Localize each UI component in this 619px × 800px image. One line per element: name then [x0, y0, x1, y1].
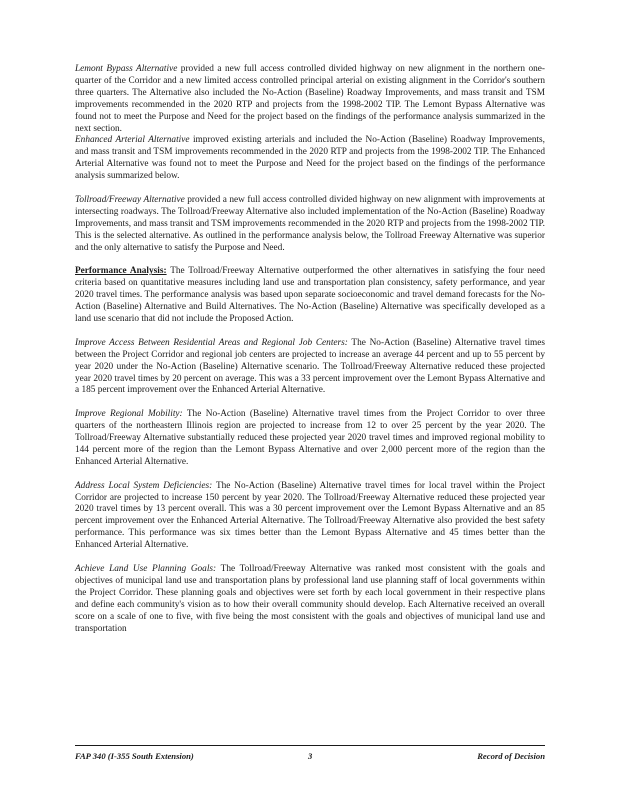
paragraph-text: provided a new full access controlled divided highway on new alignment with improvements at intersecting roadways. The Tollroad/Freeway Alternative also included implementation of the No-Action (Baseline) Roadway Improvements, and mass transit and TSM improvements recommended in the 2020 RTP and projects from the 1998-2002 TIP. This is the selected alternative. As outlined in the performance analysis below, the Tollroad Freeway Alternative was superior and the only alternative to satisfy the Purpose and Need.	[75, 194, 545, 253]
page-footer	[75, 751, 545, 763]
paragraph-lead: Lemont Bypass Alternative	[75, 64, 178, 74]
section-heading: Performance Analysis:	[75, 266, 167, 277]
paragraph-lead: Address Local System Deficiencies:	[75, 480, 213, 491]
footer-project-id: FAP 340 (I-355 South Extension)	[75, 751, 194, 761]
page-number: 3	[308, 751, 313, 761]
paragraph-local-deficiencies	[75, 481, 545, 552]
paragraph-text: The No-Action (Baseline) Alternative travel times between the Project Corridor and regional job centers are projected to increase an average 44 percent and up to 55 percent by year 2020 under the No-Action (Baseline) Alternative scenario. The Tollroad/Freeway Alternative reduced these projected year 2020 travel times by 20 percent on average. This was a 33 percent improvement over the Lemont Bypass Alternative and a 185 percent improvement over the Enhanced Arterial Alternative.	[75, 337, 546, 396]
paragraph-text: provided a new full access controlled divided highway on new alignment in the northern one-quarter of the Corridor and a new limited access controlled principal arterial on existing alignment in the Corridor's southern three quarters. The Alternative also included the No-Action (Baseline) Roadway Improvements, and mass transit and TSM improvements recommended in the 2020 RTP and projects from the 1998-2002 TIP. The Lemont Bypass Alternative was found not to meet the Purpose and Need for the project based on the findings of the performance analysis summarized in the next section.	[75, 64, 545, 134]
paragraph-enhanced-arterial	[75, 135, 545, 183]
paragraph-text: The No-Action (Baseline) Alternative travel times for local travel within the Project Corridor are projected to increase 150 percent by year 2020. The Tollroad/Freeway Alternative reduced these projected year 2020 travel times by 13 percent overall. This was a 30 percent improvement over the Lemont Bypass Alternative and an 85 percent improvement over the Enhanced Arterial Alternative. The Tollroad/Freeway Alternative also provided the best safety performance. This performance was six times better than the Lemont Bypass Alternative and 45 times better than the Enhanced Arterial Alternative.	[75, 480, 545, 551]
paragraph-text: The Tollroad/Freeway Alternative was ranked most consistent with the goals and objectives of municipal land use and transportation plans by professional land use planning staff of local governments within the Project Corridor. These planning goals and objectives were set forth by each local government in their respective plans and define each community's vision as to how their overall community should develop. Each Alternative received an overall score on a scale of one to five, with five being the most consistent with the goals and objectives of municipal land use and transportation	[75, 563, 545, 634]
paragraph-performance-analysis	[75, 266, 545, 326]
paragraph-lead: Achieve Land Use Planning Goals:	[75, 563, 217, 574]
footer-document-title: Record of Decision	[477, 751, 545, 761]
paragraph-improve-access	[75, 338, 545, 398]
paragraph-land-use-goals	[75, 564, 545, 635]
paragraph-lead: Tollroad/Freeway Alternative	[75, 194, 185, 205]
body-text	[75, 64, 545, 635]
paragraph-text: The Tollroad/Freeway Alternative outperformed the other alternatives in satisfying the four need criteria based on quantitative measures including land use and transportation plan consistency, safety performance, and year 2020 travel times. The performance analysis was based upon separate socioeconomic and travel demand forecasts for the No-Action (Baseline) Alternative and Build Alternatives. The No-Action (Baseline) Alternative was specifically developed as a land use scenario that did not include the Proposed Action.	[75, 266, 546, 324]
paragraph-lemont-bypass	[75, 64, 545, 135]
paragraph-text: The No-Action (Baseline) Alternative travel times from the Project Corridor to over three quarters of the northeastern Illinois region are projected to increase from 12 to over 25 percent by the year 2020. The Tollroad/Freeway Alternative substantially reduced these projected year 2020 travel times and improved regional mobility to 144 percent more of the region than the Lemont Bypass Alternative and over 2,000 percent more of the region than the Enhanced Arterial Alternative.	[75, 409, 545, 467]
paragraph-regional-mobility	[75, 409, 545, 469]
footer-divider	[75, 745, 545, 746]
paragraph-text: improved existing arterials and included the No-Action (Baseline) Roadway Improvements, and mass transit and TSM improvements recommended in the 2020 RTP and projects from the 1998-2002 TIP. The Enhanced Arterial Alternative was found not to meet the Purpose and Need for the project based on the findings of the performance analysis summarized below.	[75, 135, 545, 182]
paragraph-lead: Enhanced Arterial Alternative	[75, 135, 190, 146]
paragraph-lead: Improve Regional Mobility:	[75, 409, 183, 420]
paragraph-lead: Improve Access Between Residential Areas and Regional Job Centers:	[75, 337, 348, 348]
paragraph-tollroad-freeway	[75, 195, 545, 255]
